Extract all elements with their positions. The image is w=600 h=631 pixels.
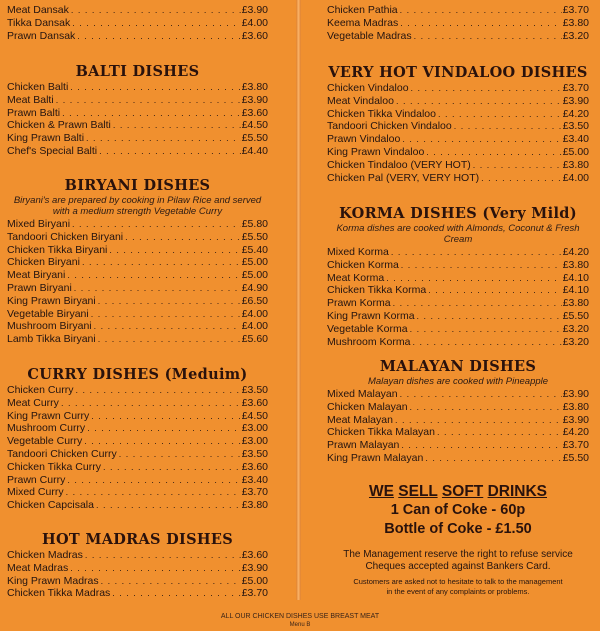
leader-dots: [411, 82, 562, 95]
malayan-heading: MALAYAN DISHES: [379, 358, 537, 375]
menu-item-price: £3.90: [562, 413, 589, 426]
leader-dots: [74, 282, 241, 295]
menu-item-price: £3.90: [562, 388, 589, 400]
menu-item: [327, 259, 589, 272]
menu-item-name: Tandoori Chicken Vindaloo: [327, 120, 452, 133]
menu-item-name: Meat Dansak: [7, 4, 69, 16]
menu-item: [7, 422, 268, 435]
footer-breast-meat-note: ALL OUR CHICKEN DISHES USE BREAST MEAT: [220, 613, 380, 620]
section-malayan: [327, 358, 589, 465]
menu-item: [327, 310, 589, 323]
vindaloo-heading: VERY HOT VINDALOO DISHES: [328, 64, 588, 81]
menu-item-name: Chicken Madras: [7, 549, 83, 561]
menu-item-price: £3.80: [241, 81, 268, 93]
menu-item-name: Chicken Tindaloo (VERY HOT): [327, 158, 471, 171]
footer: [0, 612, 600, 630]
section-vindaloo: [327, 64, 589, 184]
leader-dots: [67, 269, 240, 282]
leader-dots: [71, 4, 241, 17]
leader-dots: [109, 244, 240, 257]
menu-item-price: £4.20: [562, 107, 589, 120]
leader-dots: [437, 426, 562, 439]
leader-dots: [400, 17, 562, 30]
menu-item-name: Chicken Pathia: [327, 4, 398, 16]
leader-dots: [112, 587, 240, 600]
menu-item-price: £4.10: [562, 284, 589, 297]
section-madras: [7, 531, 268, 600]
leader-dots: [96, 499, 241, 512]
menu-item-name: Vegetable Korma: [327, 322, 408, 335]
menu-item: [7, 499, 268, 512]
menu-item-price: £5.50: [562, 309, 589, 322]
menu-item-name: Vegetable Madras: [327, 29, 412, 42]
menu-item-price: £4.50: [241, 119, 268, 132]
section-korma: [327, 205, 589, 348]
menu-item-name: Tandoori Chicken Biryani: [7, 230, 124, 243]
menu-item: [327, 323, 589, 336]
menu-item-name: King Prawn Korma: [327, 309, 415, 322]
leader-dots: [87, 422, 241, 435]
leader-dots: [473, 159, 562, 172]
menu-item-price: £4.50: [241, 409, 268, 422]
leader-dots: [76, 384, 241, 397]
section-madras-cont: [327, 4, 589, 42]
menu-item-price: £3.50: [241, 384, 268, 396]
page-fold: [296, 0, 301, 600]
menu-item: [7, 231, 268, 244]
menu-item-name: Prawn Balti: [7, 106, 61, 119]
menu-item-name: Mushroom Korma: [327, 335, 411, 348]
menu-item-name: Chicken Biryani: [7, 256, 80, 269]
menu-item: [327, 388, 589, 401]
menu-item: [327, 426, 589, 439]
menu-item-name: King Prawn Madras: [7, 574, 99, 587]
dansak-list: [7, 4, 268, 42]
menu-item: [7, 410, 268, 423]
menu-item: [7, 587, 268, 600]
section-curry: [7, 366, 268, 512]
menu-item-name: Vegetable Curry: [7, 435, 83, 448]
leader-dots: [98, 333, 241, 346]
menu-item-price: £3.90: [562, 94, 589, 107]
menu-item-name: Prawn Dansak: [7, 29, 76, 42]
menu-item-price: £3.60: [241, 460, 268, 473]
leader-dots: [91, 410, 240, 423]
leader-dots: [72, 218, 241, 231]
menu-item-name: Meat Balti: [7, 93, 54, 106]
menu-item-name: Prawn Korma: [327, 297, 391, 310]
complaints-line-1: Customers are asked not to hesitate to talk to the management: [353, 577, 563, 586]
menu-item: [327, 336, 589, 349]
leader-dots: [72, 17, 241, 30]
menu-item: [327, 439, 589, 452]
leader-dots: [414, 30, 562, 43]
balti-list: [7, 81, 268, 158]
korma-heading: KORMA DISHES (Very Mild): [339, 205, 577, 222]
menu-item-name: Chicken Vindaloo: [327, 82, 409, 94]
korma-note: Korma dishes are cooked with Almonds, Coconut & Fresh Cream: [336, 223, 580, 245]
menu-item-price: £3.90: [241, 93, 268, 106]
leader-dots: [395, 414, 562, 427]
leader-dots: [94, 320, 241, 333]
menu-item-price: £5.00: [241, 256, 268, 269]
drinks-word-we: WE: [368, 483, 394, 500]
menu-item: [327, 272, 589, 285]
menu-item-price: £5.00: [562, 145, 589, 158]
menu-item-name: Lamb Tikka Biryani: [7, 333, 96, 346]
menu-item-price: £3.40: [241, 473, 268, 486]
menu-item-price: £3.80: [562, 400, 589, 413]
menu-item-name: Meat Korma: [327, 271, 385, 284]
menu-item-name: King Prawn Balti: [7, 132, 85, 145]
leader-dots: [393, 297, 562, 310]
menu-item-price: £3.60: [241, 106, 268, 119]
menu-item-name: Prawn Vindaloo: [327, 133, 401, 146]
soft-drinks-section: [327, 483, 589, 539]
menu-item-price: £6.50: [241, 294, 268, 307]
menu-item-price: £3.50: [562, 120, 589, 133]
menu-item: [327, 17, 589, 30]
leader-dots: [61, 397, 241, 410]
menu-item: [7, 132, 268, 145]
menu-item-price: £3.80: [241, 499, 268, 512]
menu-item-price: £4.00: [562, 171, 589, 184]
menu-item-price: £4.20: [562, 246, 589, 258]
menu-item-price: £3.90: [241, 561, 268, 574]
leader-dots: [56, 94, 241, 107]
menu-item: [327, 30, 589, 43]
leader-dots: [66, 486, 241, 499]
leader-dots: [400, 388, 562, 401]
menu-item: [327, 297, 589, 310]
leader-dots: [426, 146, 561, 159]
menu-item-price: £4.00: [241, 16, 268, 29]
leader-dots: [386, 272, 562, 285]
menu-item-price: £3.60: [241, 549, 268, 561]
leader-dots: [391, 246, 562, 259]
menu-item-name: Mixed Biryani: [7, 218, 71, 230]
menu-item-price: £5.00: [241, 269, 268, 282]
menu-item-name: Vegetable Biryani: [7, 307, 89, 320]
menu-item-name: Mushroom Biryani: [7, 320, 92, 333]
menu-item: [7, 282, 268, 295]
menu-item: [327, 246, 589, 259]
menu-item: [327, 108, 589, 121]
menu-item: [7, 575, 268, 588]
menu-item: [7, 461, 268, 474]
menu-item-name: Chicken Malayan: [327, 400, 408, 413]
drinks-word-sell: SELL: [398, 483, 438, 500]
menu-item: [7, 308, 268, 321]
balti-heading: BALTI DISHES: [75, 63, 200, 80]
menu-item: [7, 4, 268, 17]
menu-item: [7, 435, 268, 448]
menu-item: [7, 448, 268, 461]
menu-item-name: Prawn Malayan: [327, 439, 400, 452]
menu-item: [7, 295, 268, 308]
menu-item-price: £4.00: [241, 320, 268, 333]
menu-item-name: Chicken Tikka Curry: [7, 460, 101, 473]
menu-item-name: Meat Curry: [7, 396, 59, 409]
menu-item-name: King Prawn Vindaloo: [327, 145, 425, 158]
leader-dots: [438, 108, 562, 121]
menu-item-price: £3.20: [562, 322, 589, 335]
menu-item-price: £3.70: [562, 82, 589, 94]
menu-item-name: Tikka Dansak: [7, 16, 71, 29]
menu-item: [327, 4, 589, 17]
menu-item-name: Prawn Biryani: [7, 281, 72, 294]
complaints-line-2: in the event of any complaints or problems.: [386, 586, 530, 596]
leader-dots: [67, 474, 240, 487]
menu-item: [7, 384, 268, 397]
menu-item-price: £3.70: [562, 4, 589, 16]
menu-item-price: £3.60: [241, 29, 268, 42]
menu-item-name: Chicken Tikka Vindaloo: [327, 107, 436, 120]
menu-item-price: £5.50: [241, 230, 268, 243]
leader-dots: [410, 401, 562, 414]
menu-item: [7, 107, 268, 120]
leader-dots: [101, 575, 241, 588]
menu-item-name: Mixed Korma: [327, 246, 389, 258]
menu-item-price: £3.60: [241, 396, 268, 409]
menu-item-name: Tandoori Chicken Curry: [7, 447, 117, 460]
leader-dots: [86, 132, 241, 145]
leader-dots: [396, 95, 562, 108]
menu-item-name: Chicken Curry: [7, 384, 74, 396]
leader-dots: [401, 259, 562, 272]
curry-heading: CURRY DISHES (Meduim): [27, 366, 248, 383]
menu-item-price: £4.00: [241, 307, 268, 320]
leader-dots: [119, 448, 241, 461]
leader-dots: [62, 107, 241, 120]
madras-heading: HOT MADRAS DISHES: [41, 531, 233, 548]
vindaloo-list: [327, 82, 589, 184]
menu-item-name: Prawn Curry: [7, 473, 66, 486]
biryani-heading: BIRYANI DISHES: [64, 177, 211, 194]
menu-item: [7, 145, 268, 158]
menu-item-name: Mixed Malayan: [327, 388, 398, 400]
leader-dots: [99, 145, 241, 158]
drinks-word-drinks: DRINKS: [487, 483, 547, 500]
leader-dots: [77, 30, 240, 43]
menu-item-name: King Prawn Biryani: [7, 294, 96, 307]
menu-item-name: Chicken & Prawn Balti: [7, 119, 111, 132]
menu-item-price: £5.80: [241, 218, 268, 230]
menu-item: [7, 119, 268, 132]
menu-item-name: Chef's Special Balti: [7, 144, 98, 157]
biryani-list: [7, 218, 268, 346]
madras-list: [7, 549, 268, 600]
leader-dots: [402, 133, 561, 146]
menu-item-price: £3.70: [241, 587, 268, 600]
soft-drinks-heading: [327, 483, 589, 501]
leader-dots: [400, 4, 562, 17]
management-line-1: The Management reserve the right to refuse service: [343, 549, 573, 560]
drinks-word-soft: SOFT: [441, 483, 484, 500]
menu-item: [7, 333, 268, 346]
menu-item: [327, 120, 589, 133]
leader-dots: [84, 435, 240, 448]
leader-dots: [410, 323, 562, 336]
menu-item: [7, 269, 268, 282]
menu-item: [7, 397, 268, 410]
menu-item: [327, 95, 589, 108]
menu-item-name: Chicken Tikka Madras: [7, 587, 111, 600]
menu-item-name: Keema Madras: [327, 16, 399, 29]
leader-dots: [103, 461, 241, 474]
menu-item: [7, 17, 268, 30]
menu-item: [327, 172, 589, 185]
leader-dots: [113, 119, 241, 132]
menu-item: [7, 30, 268, 43]
menu-item-name: Chicken Tikka Biryani: [7, 243, 108, 256]
menu-item: [327, 146, 589, 159]
leader-dots: [425, 452, 561, 465]
coke-bottle-price: Bottle of Coke - £1.50: [384, 521, 532, 537]
menu-item: [7, 549, 268, 562]
menu-item-name: King Prawn Curry: [7, 409, 90, 422]
menu-item-price: £5.40: [241, 243, 268, 256]
leader-dots: [82, 256, 241, 269]
malayan-list: [327, 388, 589, 465]
management-notice: [327, 549, 589, 596]
coke-can-price: 1 Can of Coke - 60p: [390, 502, 526, 518]
biryani-note: Biryani's are prepared by cooking in Pilaw Rice and served with a medium strength Vegetable Curry: [13, 195, 262, 217]
leader-dots: [401, 439, 561, 452]
menu-item: [327, 159, 589, 172]
menu-item-price: £3.80: [562, 16, 589, 29]
menu-item-name: Chicken Korma: [327, 258, 399, 271]
menu-item: [7, 486, 268, 499]
leader-dots: [481, 172, 562, 185]
menu-item-name: Meat Vindaloo: [327, 94, 394, 107]
madras-cont-list: [327, 4, 589, 42]
leader-dots: [98, 295, 241, 308]
section-dansak-cont: [7, 4, 268, 42]
menu-item-name: Mushroom Curry: [7, 422, 86, 435]
menu-item-price: £3.40: [562, 133, 589, 146]
menu-item-name: Chicken Tikka Korma: [327, 284, 427, 297]
leader-dots: [85, 549, 241, 562]
menu-item-name: Meat Biryani: [7, 269, 66, 282]
menu-item-price: £3.80: [562, 297, 589, 310]
menu-item: [327, 401, 589, 414]
menu-item-price: £4.40: [241, 144, 268, 157]
menu-item: [7, 244, 268, 257]
menu-item-price: £3.70: [241, 486, 268, 499]
menu-item-price: £5.60: [241, 333, 268, 346]
menu-item-name: Meat Madras: [7, 561, 69, 574]
menu-item-price: £3.20: [562, 29, 589, 42]
menu-item: [7, 256, 268, 269]
menu-item: [7, 94, 268, 107]
menu-item: [7, 81, 268, 94]
menu-item-price: £3.00: [241, 422, 268, 435]
leader-dots: [125, 231, 241, 244]
menu-item-name: Meat Malayan: [327, 413, 393, 426]
menu-item-price: £3.80: [562, 258, 589, 271]
menu-item: [327, 82, 589, 95]
footer-menu-label: Menu B: [289, 622, 311, 628]
menu-item: [7, 320, 268, 333]
korma-list: [327, 246, 589, 348]
leader-dots: [70, 81, 240, 94]
menu-item-name: Chicken Tikka Malayan: [327, 426, 435, 439]
menu-item-price: £5.00: [241, 574, 268, 587]
leader-dots: [91, 308, 241, 321]
menu-item-price: £4.20: [562, 426, 589, 439]
menu-item-price: £5.50: [562, 451, 589, 464]
menu-item-price: £3.00: [241, 435, 268, 448]
malayan-note: Malayan dishes are cooked with Pineapple: [367, 376, 549, 387]
leader-dots: [70, 562, 240, 575]
curry-list: [7, 384, 268, 512]
leader-dots: [428, 284, 562, 297]
section-balti: [7, 63, 268, 158]
menu-item: [7, 474, 268, 487]
menu-item: [327, 133, 589, 146]
menu-item-price: £5.50: [241, 132, 268, 145]
menu-item-price: £3.50: [241, 447, 268, 460]
leader-dots: [417, 310, 562, 323]
menu-item: [7, 218, 268, 231]
menu-item-price: £3.20: [562, 335, 589, 348]
menu-item: [327, 284, 589, 297]
leader-dots: [412, 336, 561, 349]
menu-item-name: King Prawn Malayan: [327, 451, 424, 464]
menu-item-price: £3.70: [562, 439, 589, 452]
menu-item-price: £4.10: [562, 271, 589, 284]
menu-item: [7, 562, 268, 575]
menu-item-price: £4.90: [241, 281, 268, 294]
menu-item-name: Mixed Curry: [7, 486, 64, 499]
menu-item-price: £3.90: [241, 4, 268, 16]
menu-item-name: Chicken Pal (VERY, VERY HOT): [327, 171, 480, 184]
leader-dots: [454, 120, 562, 133]
menu-item: [327, 414, 589, 427]
menu-item-price: £3.80: [562, 158, 589, 171]
menu-item-name: Chicken Capcisala: [7, 499, 94, 512]
management-line-2: Cheques accepted against Bankers Card.: [365, 561, 551, 572]
menu-item: [327, 452, 589, 465]
menu-item-name: Chicken Balti: [7, 81, 69, 93]
section-biryani: [7, 177, 268, 346]
